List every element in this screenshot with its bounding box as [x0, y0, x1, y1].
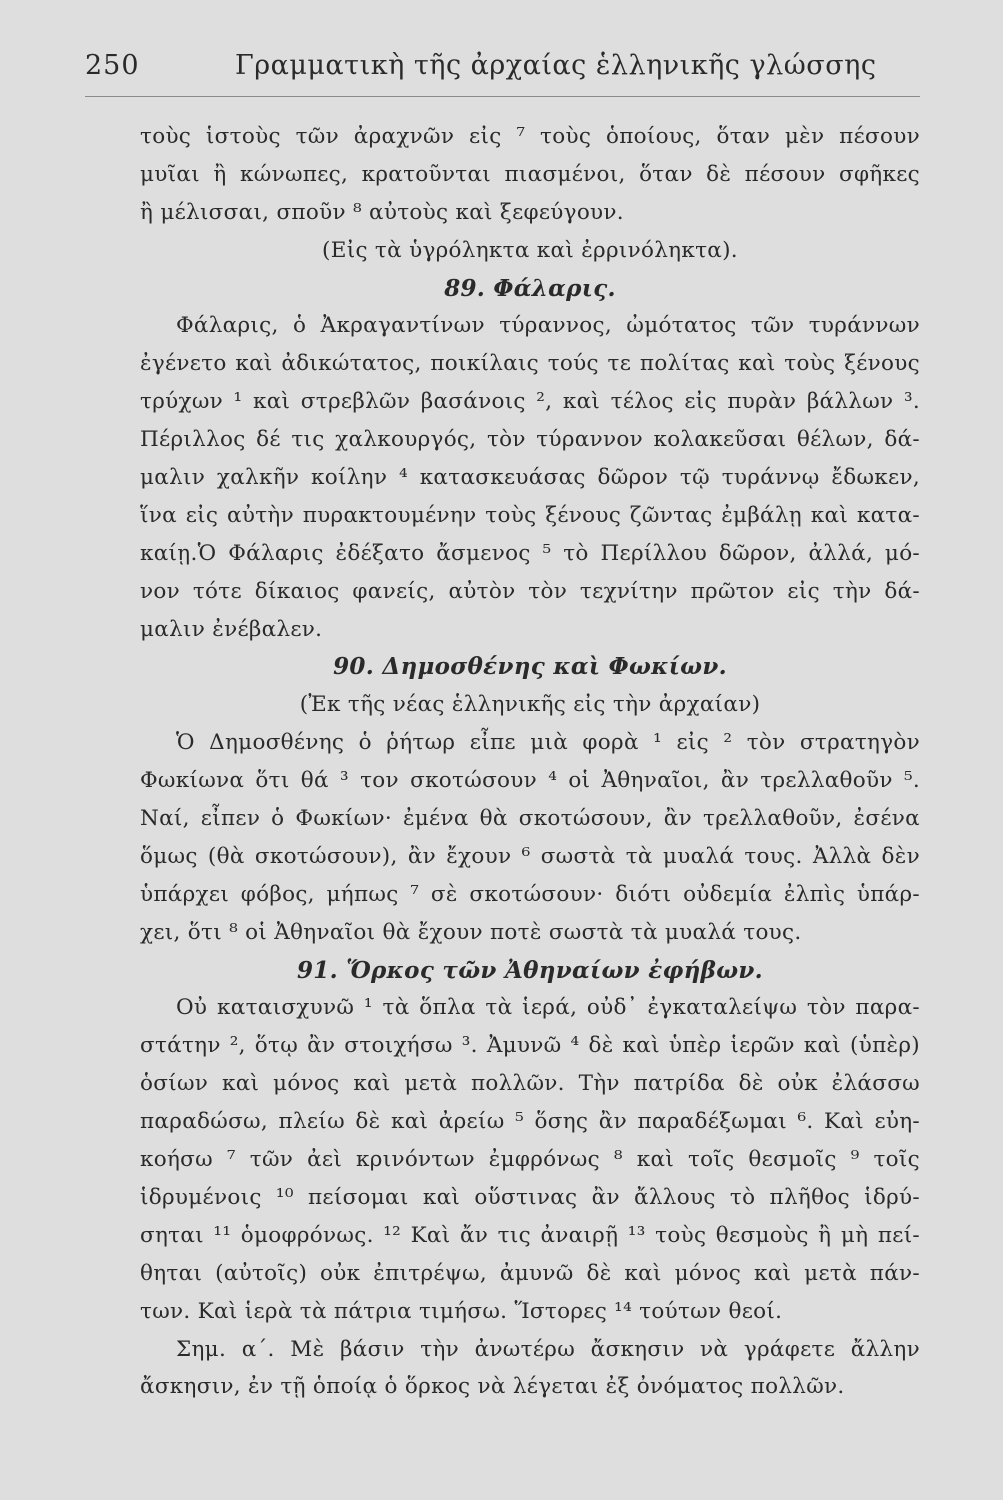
note-line: ἄσκησιν, ἐν τῇ ὁποίᾳ ὁ ὅρκος νὰ λέγεται ἐξ ὀνόματος πολλῶν.	[140, 1374, 845, 1400]
text-line: ἱδρυμένοις ¹⁰ πείσομαι καὶ οὕστινας ἂν ἄλλους τὸ πλῆθος ἱδρύ-	[140, 1184, 920, 1210]
note-line: Σημ. α΄. Μὲ βάσιν τὴν ἀνωτέρω ἄσκησιν νὰ γράφετε ἄλλην	[176, 1336, 920, 1362]
text-line: ὑπάρχει φόβος, μήπως ⁷ σὲ σκοτώσουν· διότι οὐδεμία ἐλπὶς ὑπάρ-	[140, 881, 920, 907]
page-header	[85, 50, 920, 90]
text-line: καίῃ.Ὁ Φάλαρις ἐδέξατο ἄσμενος ⁵ τὸ Περίλλου δῶρον, ἀλλά, μό-	[140, 540, 920, 566]
body-text	[140, 118, 920, 1406]
text-line: θηται (αὐτοῖς) οὐκ ἐπιτρέψω, ἀμυνῶ δὲ καὶ μόνος καὶ μετὰ πάν-	[140, 1260, 920, 1286]
text-line: Φάλαρις, ὁ Ἀκραγαντίνων τύραννος, ὠμότατος τῶν τυράννων	[176, 313, 920, 339]
text-line: ἵνα εἰς αὐτὴν πυρακτουμένην τοὺς ξένους ζῶντας ἐμβάλῃ καὶ κατα-	[140, 502, 920, 528]
text-line: μαλιν χαλκῆν κοίλην ⁴ κατασκευάσας δῶρον τῷ τυράννῳ ἔδωκεν,	[140, 465, 920, 491]
text-line: ἐγένετο καὶ ἀδικώτατος, ποικίλαις τούς τε πολίτας καὶ τοὺς ξένους	[140, 351, 920, 377]
text-line: παραδώσω, πλείω δὲ καὶ ἀρείω ⁵ ὅσης ἂν παραδέξωμαι ⁶. Καὶ εὐη-	[140, 1109, 920, 1135]
exercise-subtitle: (Εἰς τὰ ὑγρόληκτα καὶ ἐρρινόληκτα).	[322, 237, 738, 263]
section-heading-91: 91. Ὅρκος τῶν Ἀθηναίων ἐφήβων.	[297, 956, 763, 984]
page-number: 250	[85, 50, 140, 81]
text-line: στάτην ², ὅτῳ ἂν στοιχήσω ³. Ἀμυνῶ ⁴ δὲ καὶ ὑπὲρ ἱερῶν καὶ (ὑπὲρ)	[140, 1033, 920, 1059]
section-heading-89: 89. Φάλαρις.	[444, 274, 616, 302]
text-line: ὅμως (θὰ σκοτώσουν), ἂν ἔχουν ⁶ σωστὰ τὰ μυαλά τους. Ἀλλὰ δὲν	[140, 843, 920, 869]
text-line: τοὺς ἱστοὺς τῶν ἀραχνῶν εἰς ⁷ τοὺς ὁποίους, ὅταν μὲν πέσουν	[140, 124, 920, 149]
text-line: των. Καὶ ἱερὰ τὰ πάτρια τιμήσω. Ἵστορες ¹⁴ τούτων θεοί.	[140, 1298, 783, 1324]
text-line: νον τότε δίκαιος φανείς, αὐτὸν τὸν τεχνίτην πρῶτον εἰς τὴν δά-	[140, 578, 920, 604]
header-rule	[85, 96, 920, 97]
text-line: ὁσίων καὶ μόνος καὶ μετὰ πολλῶν. Τὴν πατρίδα δὲ οὐκ ἐλάσσω	[140, 1071, 920, 1097]
text-line: μαλιν ἐνέβαλεν.	[140, 616, 323, 642]
text-line: σηται ¹¹ ὁμοφρόνως. ¹² Καὶ ἄν τις ἀναιρῇ ¹³ τοὺς θεσμοὺς ἢ μὴ πεί-	[140, 1222, 920, 1248]
running-title: Γραμματικὴ τῆς ἀρχαίας ἑλληνικῆς γλώσσης	[235, 50, 877, 81]
text-line: Ναί, εἶπεν ὁ Φωκίων· ἐμένα θὰ σκοτώσουν, ἂν τρελλαθοῦν, ἐσένα	[140, 806, 920, 832]
exercise-subtitle: (Ἐκ τῆς νέας ἑλληνικῆς εἰς τὴν ἀρχαίαν)	[299, 692, 761, 718]
text-line: μυῖαι ἢ κώνωπες, κρατοῦνται πιασμένοι, ὅταν δὲ πέσουν σφῆκες	[140, 161, 920, 187]
text-line: χει, ὅτι ⁸ οἱ Ἀθηναῖοι θὰ ἔχουν ποτὲ σωστὰ τὰ μυαλά τους.	[140, 919, 802, 945]
text-line: κοήσω ⁷ τῶν ἀεὶ κρινόντων ἐμφρόνως ⁸ καὶ τοῖς θεσμοῖς ⁹ τοῖς	[140, 1147, 920, 1173]
text-line: Πέριλλος δέ τις χαλκουργός, τὸν τύραννον κολακεῦσαι θέλων, δά-	[140, 427, 920, 453]
text-line: ἢ μέλισσαι, σποῦν ⁸ αὐτοὺς καὶ ξεφεύγουν.	[140, 199, 624, 225]
section-heading-90: 90. Δημοσθένης καὶ Φωκίων.	[333, 653, 727, 681]
text-line: Οὐ καταισχυνῶ ¹ τὰ ὅπλα τὰ ἱερά, οὐδ᾽ ἐγκαταλείψω τὸν παρα-	[176, 995, 920, 1021]
text-line: τρύχων ¹ καὶ στρεβλῶν βασάνοις ², καὶ τέλος εἰς πυρὰν βάλλων ³.	[140, 389, 920, 415]
text-line: Φωκίωνα ὅτι θά ³ τον σκοτώσουν ⁴ οἱ Ἀθηναῖοι, ἂν τρελλαθοῦν ⁵.	[140, 768, 920, 794]
text-line: Ὁ Δημοσθένης ὁ ῥήτωρ εἶπε μιὰ φορὰ ¹ εἰς ² τὸν στρατηγὸν	[176, 730, 920, 756]
